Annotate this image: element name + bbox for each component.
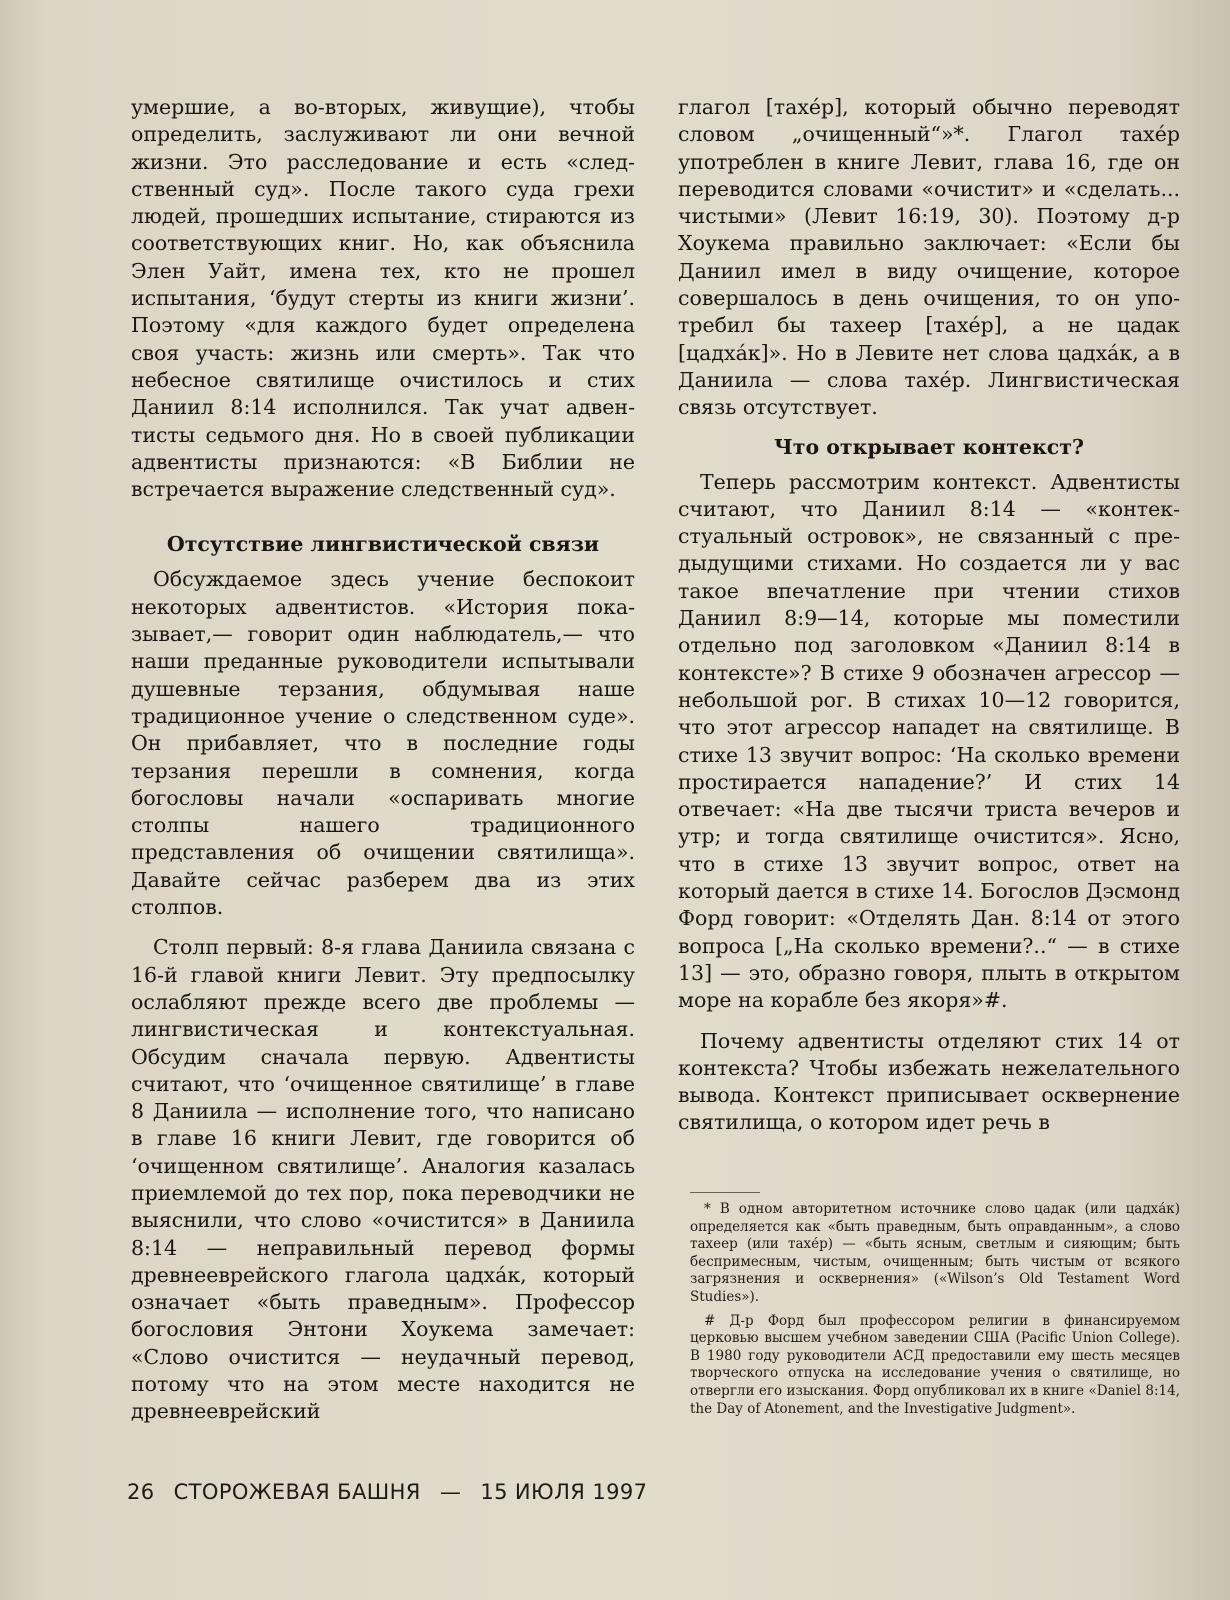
page-footer (127, 1480, 659, 1504)
magazine-title: СТОРОЖЕВАЯ БАШНЯ (173, 1480, 421, 1504)
issue-date: 15 ИЮЛЯ 1997 (480, 1480, 648, 1504)
left-paragraph-3: Столп первый: 8-я глава Даниила связана с 16-й главой книги Левит. Эту предпосылку ослабляют прежде всего две проблемы — лингвистическая и контекстуальная. Обсудим сначала первую. Адвентисты считают, что ‘очищенное святилище’ в главе 8 Даниила — исполнение того, что написано в главе 16 книги Левит, где говорится об ‘очищенном святилище’. Аналогия казалась приемлемой до тех пор, пока переводчики не выяснили, что слово «очистится» в Даниила 8:14 — неправильный перевод формы древнееврейского глагола цадха́к, который означает «быть праведным». Профессор богословия Энтони Хоукема замечает: «Слово очистится — неудачный перевод, потому что на этом месте находится не древнееврейский (131, 935, 635, 1424)
right-column (678, 94, 1180, 1137)
footnotes (690, 1192, 1180, 1424)
footnote-divider (690, 1192, 760, 1193)
left-column (131, 94, 635, 1426)
left-section-heading: Отсутствие лингвистической связи (166, 532, 600, 557)
footnote-1: * В одном авторитетном источнике слово цадак (или цадха́к) определяется как «быть праведным, быть оправданным», а слово тахеер (или тахе́р) — «быть ясным, светлым и сияющим; быть беспримесным, чистым, очищенным; быть чистым от всякого загрязнения и осквернения» («Wilson’s Old Testament Word Studies»). (690, 1201, 1180, 1305)
left-paragraph-2: Обсуждаемое здесь учение беспокоит некоторых адвентистов. «История показывает,— говорит один наблюдатель,— что наши преданные руководители испытывали душевные терзания, обдумывая наше традиционное учение о следственном суде». Он прибавляет, что в последние годы терзания перешли в сомнения, когда богословы начали «оспаривать многие столпы нашего традиционного представления об очищении святилища». Давайте сейчас разберем два из этих столпов. (131, 567, 635, 920)
footer-dash: — (439, 1480, 462, 1504)
page-number: 26 (127, 1480, 155, 1504)
footnote-2: # Д-р Форд был профессором религии в финансируемом церковью высшем учебном заведении США (Pacific Union College). В 1980 году руководители АСД предоставили ему шесть месяцев творческого отпуска на исследование учения о святилище, но отвергли его изыскания. Форд опубликовал их в книге «Daniel 8:14, the Day of Atonement, and the Investigative Judgment». (690, 1312, 1180, 1417)
right-paragraph-1: глагол [тахе́р], который обычно переводят словом „очищенный“»*. Глагол тахе́р употреблен в книге Левит, глава 16, где он переводится словами «очистит» и «сделать... чистыми» (Левит 16:19, 30). Поэтому д-р Хоукема правильно заключает: «Если бы Даниил имел в виду очищение, которое совершалось в день очищения, то он употребил бы тахеер [тахе́р], а не цадак [цадха́к]». Но в Левите нет слова цадха́к, а в Даниила — слова тахе́р. Лингвистическая связь отсутствует. (678, 95, 1180, 420)
right-paragraph-2: Теперь рассмотрим контекст. Адвентисты считают, что Даниил 8:14 — «контекстуальный островок», не связанный с предыдущими стихами. Но создается ли у вас такое впечатление при чтении стихов Даниил 8:9—14, которые мы поместили отдельно под заголовком «Даниил 8:14 в контексте»? В стихе 9 обозначен агрессор — небольшой рог. В стихах 10—12 говорится, что этот агрессор нападет на святилище. В стихе 13 звучит вопрос: ‘На сколько времени простирается нападение?’ И стих 14 отвечает: «На две тысячи триста вечеров и утр; и тогда святилище очистится». Ясно, что в стихе 13 звучит вопрос, ответ на который дается в стихе 14. Богослов Дэсмонд Форд говорит: «Отделять Дан. 8:14 от этого вопроса [„На сколько времени?..“ — в стихе 13] — это, образно говоря, плыть в открытом море на корабле без якоря»#. (678, 469, 1180, 1013)
right-paragraph-3: Почему адвентисты отделяют стих 14 от контекста? Чтобы избежать нежелательного вывода. Контекст приписывает осквернение святилища, о котором идет речь в (678, 1028, 1180, 1135)
right-section-heading: Что открывает контекст? (774, 434, 1084, 459)
left-paragraph-1: умершие, а во-вторых, живущие), чтобы определить, заслуживают ли они вечной жизни. Это расследование и есть «следственный суд». После такого суда грехи людей, прошедших испытание, стираются из соответствующих книг. Но, как объяснила Элен Уайт, имена тех, кто не прошел испытания, ‘будут стерты из книги жизни’. Поэтому «для каждого будет определена своя участь: жизнь или смерть». Так что небесное святилище очистилось и стих Даниил 8:14 исполнился. Так учат адвентисты седьмого дня. Но в своей публикации адвентисты признаются: «В Библии не встречается выражение следственный суд». (131, 95, 635, 502)
